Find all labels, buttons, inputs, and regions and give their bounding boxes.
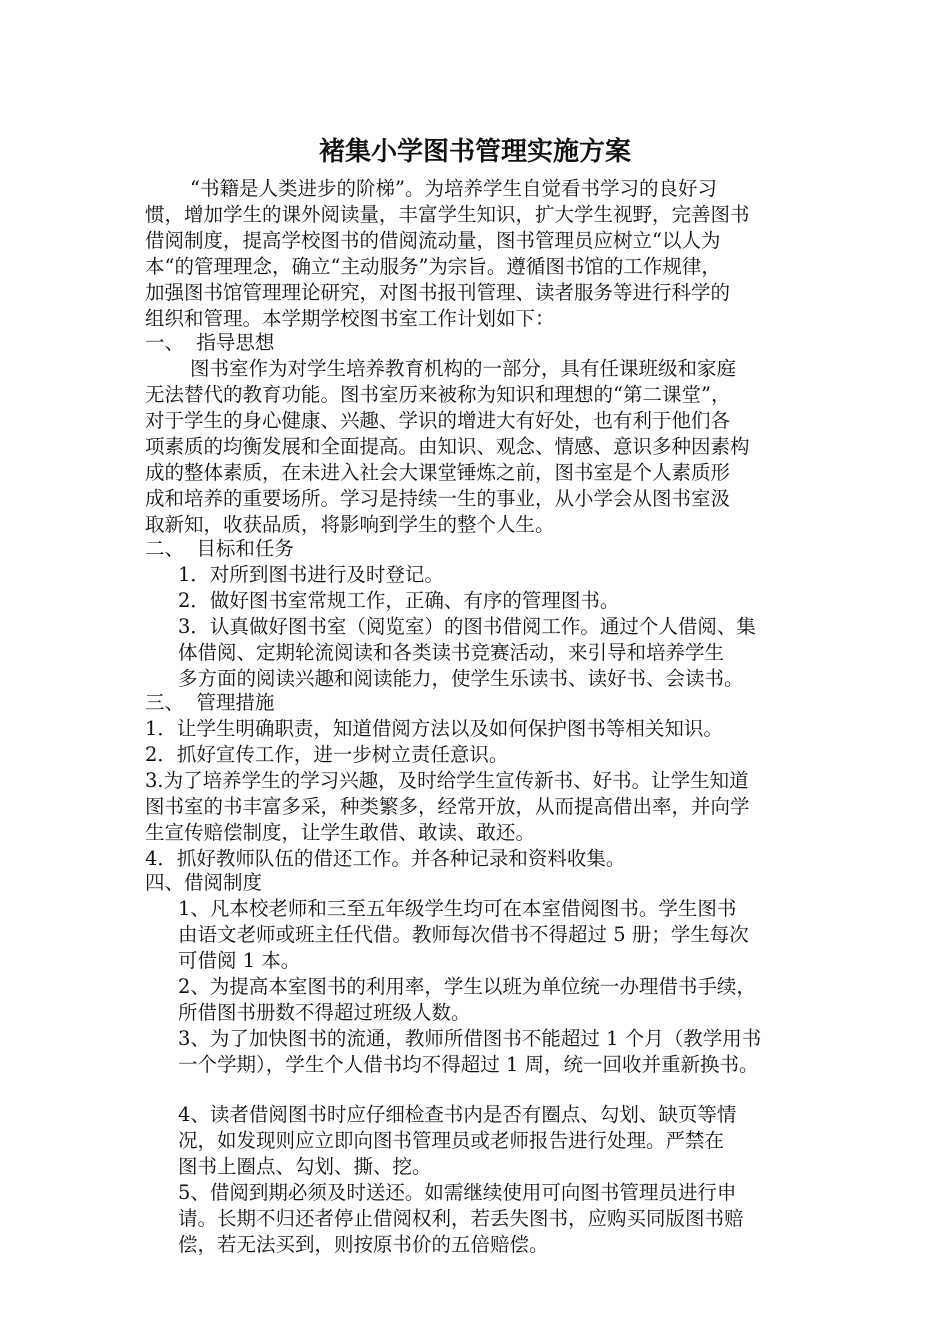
paragraph-line: 对于学生的身心健康、兴趣、学识的增进大有好处，也有利于他们各 <box>145 409 731 432</box>
section-heading: 三、 管理措施 <box>145 691 275 714</box>
paragraph-line: 项素质的均衡发展和全面提高。由知识、观念、情感、意识多种因素构 <box>145 435 750 458</box>
paragraph-line: 图书室作为对学生培养教育机构的一部分，具有任课班级和家庭 <box>190 357 737 380</box>
list-item: 1、凡本校老师和三至五年级学生均可在本室借阅图书。学生图书 <box>178 897 737 920</box>
list-item: 1．对所到图书进行及时登记。 <box>178 563 444 586</box>
section-heading: 二、 目标和任务 <box>145 537 294 560</box>
paragraph-line: 组织和管理。本学期学校图书室工作计划如下： <box>145 307 555 330</box>
list-item: 图书上圈点、勾划、撕、挖。 <box>178 1155 432 1178</box>
paragraph-line: 本“的管理理念，确立“主动服务”为宗旨。遵循图书馆的工作规律， <box>145 255 721 278</box>
paragraph-line: 加强图书馆管理理论研究，对图书报刊管理、读者服务等进行科学的 <box>145 281 731 304</box>
list-item: 2．抓好宣传工作，进一步树立责任意识。 <box>145 743 509 766</box>
section-heading: 一、 指导思想 <box>145 331 275 354</box>
list-item: 3.为了培养学生的学习兴趣，及时给学生宣传新书、好书。让学生知道 <box>145 769 749 792</box>
paragraph-line: 取新知，收获品质，将影响到学生的整个人生。 <box>145 513 555 536</box>
paragraph-line: 惯，增加学生的课外阅读量，丰富学生知识，扩大学生视野，完善图书 <box>145 203 750 226</box>
list-item: 所借图书册数不得超过班级人数。 <box>178 1001 471 1024</box>
list-item: 4．抓好教师队伍的借还工作。并各种记录和资料收集。 <box>145 847 626 870</box>
list-item: 3．认真做好图书室（阅览室）的图书借阅工作。通过个人借阅、集 <box>178 615 756 638</box>
document-title: 褚集小学图书管理实施方案 <box>318 137 631 167</box>
paragraph-line: 无法替代的教育功能。图书室历来被称为知识和理想的“第二课堂”， <box>145 383 731 406</box>
list-item: 2、为提高本室图书的利用率，学生以班为单位统一办理借书手续， <box>178 975 756 998</box>
list-item: 偿，若无法买到，则按原书价的五倍赔偿。 <box>178 1233 549 1256</box>
list-item: 体借阅、定期轮流阅读和各类读书竞赛活动，来引导和培养学生 <box>178 641 725 664</box>
list-item: 4、读者借阅图书时应仔细检查书内是否有圈点、勾划、缺页等情 <box>178 1103 737 1126</box>
paragraph-line: 借阅制度，提高学校图书的借阅流动量，图书管理员应树立“以人为 <box>145 229 721 252</box>
list-item: 一个学期），学生个人借书均不得超过 1 周，统一回收并重新换书。 <box>178 1053 759 1076</box>
list-item: 况，如发现则应立即向图书管理员或老师报告进行处理。严禁在 <box>178 1129 725 1152</box>
list-item: 生宣传赔偿制度，让学生敢借、敢读、敢还。 <box>145 821 536 844</box>
list-item: 多方面的阅读兴趣和阅读能力，使学生乐读书、读好书、会读书。 <box>178 667 744 690</box>
paragraph-line: “书籍是人类进步的阶梯”。为培养学生自觉看书学习的良好习 <box>190 177 717 200</box>
list-item: 由语文老师或班主任代借。教师每次借书不得超过 5 册；学生每次 <box>178 923 749 946</box>
paragraph-line: 成的整体素质，在未进入社会大课堂锤炼之前，图书室是个人素质形 <box>145 461 731 484</box>
section-heading: 四、借阅制度 <box>145 871 263 894</box>
list-item: 1．让学生明确职责，知道借阅方法以及如何保护图书等相关知识。 <box>145 717 723 740</box>
list-item: 请。长期不归还者停止借阅权利，若丢失图书，应购买同版图书赔 <box>178 1207 744 1230</box>
list-item: 可借阅 1 本。 <box>178 949 301 972</box>
list-item: 2．做好图书室常规工作，正确、有序的管理图书。 <box>178 589 620 612</box>
list-item: 图书室的书丰富多采，种类繁多，经常开放，从而提高借出率，并向学 <box>145 795 750 818</box>
list-item: 3、为了加快图书的流通，教师所借图书不能超过 1 个月（教学用书 <box>178 1027 762 1050</box>
paragraph-line: 成和培养的重要场所。学习是持续一生的事业，从小学会从图书室汲 <box>145 487 731 510</box>
list-item: 5、借阅到期必须及时送还。如需继续使用可向图书管理员进行申 <box>178 1181 737 1204</box>
